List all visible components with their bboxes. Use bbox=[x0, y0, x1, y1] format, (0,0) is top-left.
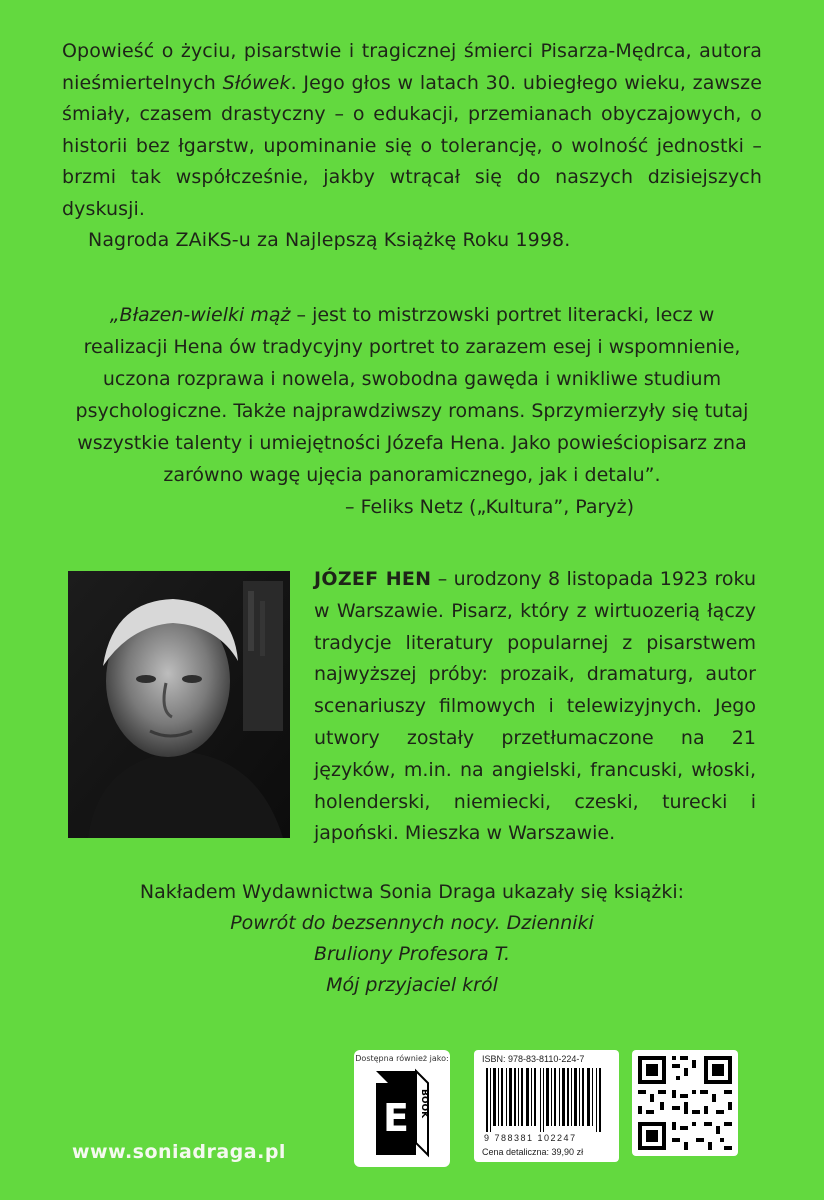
review-quote bbox=[70, 299, 754, 523]
bio-body: – urodzony 8 listopada 1923 roku w Warszawie. Pisarz, który z wirtuozerią łączy tradycje literatury popularnej z pisarstwem najwyższej próby: prozaik, dramaturg, autor scenariuszy filmowych i telewizyjnych. Jego utwory zostały przetłumaczone na 21 języków, m.in. na angielski, francuski, włoski, holenderski, niemiecki, czeski, turecki i japoński. Mieszka w Warszawie. bbox=[314, 568, 756, 845]
ebook-logo-letter: E bbox=[383, 1096, 409, 1140]
back-cover-blurb bbox=[62, 36, 762, 257]
award-line: Nagroda ZAiKS-u za Najlepszą Książkę Roku 1998. bbox=[88, 229, 571, 251]
quote-text bbox=[70, 299, 754, 491]
isbn-barcode-box bbox=[474, 1050, 619, 1162]
author-bio bbox=[314, 564, 756, 850]
blurb-intro: Opowieść o życiu, pisarstwie i tragicznej śmierci Pisarza-Mędrca, autora nieśmiertelnych bbox=[62, 40, 762, 94]
other-books bbox=[90, 877, 734, 1001]
other-books-heading: Nakładem Wydawnictwa Sonia Draga ukazały się książki: bbox=[139, 881, 685, 903]
retail-price: Cena detaliczna: 39,90 zł bbox=[482, 1147, 584, 1157]
book-title: Powrót do bezsennych nocy. Dzienniki bbox=[230, 912, 594, 934]
publisher-website[interactable]: www.soniadraga.pl bbox=[72, 1141, 286, 1163]
author-photo bbox=[68, 571, 290, 838]
book-title: Bruliony Profesora T. bbox=[313, 943, 511, 965]
barcode-digits: 9 788381 102247 bbox=[484, 1133, 577, 1143]
ebook-badge bbox=[354, 1050, 450, 1167]
qr-code-image bbox=[632, 1050, 738, 1156]
isbn-label: ISBN: 978-83-8110-224-7 bbox=[482, 1054, 585, 1064]
quote-book-title: „Błazen-wielki mąż bbox=[109, 304, 291, 326]
ebook-logo bbox=[354, 1063, 450, 1163]
quote-body: – jest to mistrzowski portret literacki, lecz w realizacji Hena ów tradycyjny portret to zarazem esej i wspomnienie, uczona rozprawa i nowela, swobodna gawęda i wnikliwe studium psychologiczne. Także najprawdziwszy romans. Sprzymierzyły się tutaj wszystkie talenty i umiejętności Józefa Hena. Jako powieściopisarz zna zarówno wagę ujęcia panoramicznego, jak i detalu”. bbox=[75, 304, 749, 486]
bio-text bbox=[314, 564, 756, 850]
blurb-book-title: Słówek bbox=[222, 71, 291, 94]
author-name: JÓZEF HEN bbox=[314, 568, 432, 590]
blurb-paragraph bbox=[62, 36, 762, 225]
ebook-caption: Dostępna również jako: bbox=[355, 1054, 449, 1063]
quote-attribution: – Feliks Netz („Kultura”, Paryż) bbox=[345, 496, 634, 518]
barcode-image bbox=[482, 1068, 610, 1132]
ebook-logo-word: BOOK bbox=[419, 1089, 429, 1119]
blurb-intro-rest: . Jego głos w latach 30. ubiegłego wieku, zawsze śmiały, czasem drastyczny – o edukacji, przemianach obyczajowych, o historii bez łgarstw, upominanie się o tolerancję, o wolność jednostki – brzmi tak współcześnie, jakby wtrącał się do naszych dzisiejszych dyskusji. bbox=[62, 71, 763, 220]
author-portrait-image bbox=[68, 571, 290, 838]
book-title: Mój przyjaciel król bbox=[326, 974, 498, 996]
qr-code[interactable] bbox=[632, 1050, 738, 1156]
